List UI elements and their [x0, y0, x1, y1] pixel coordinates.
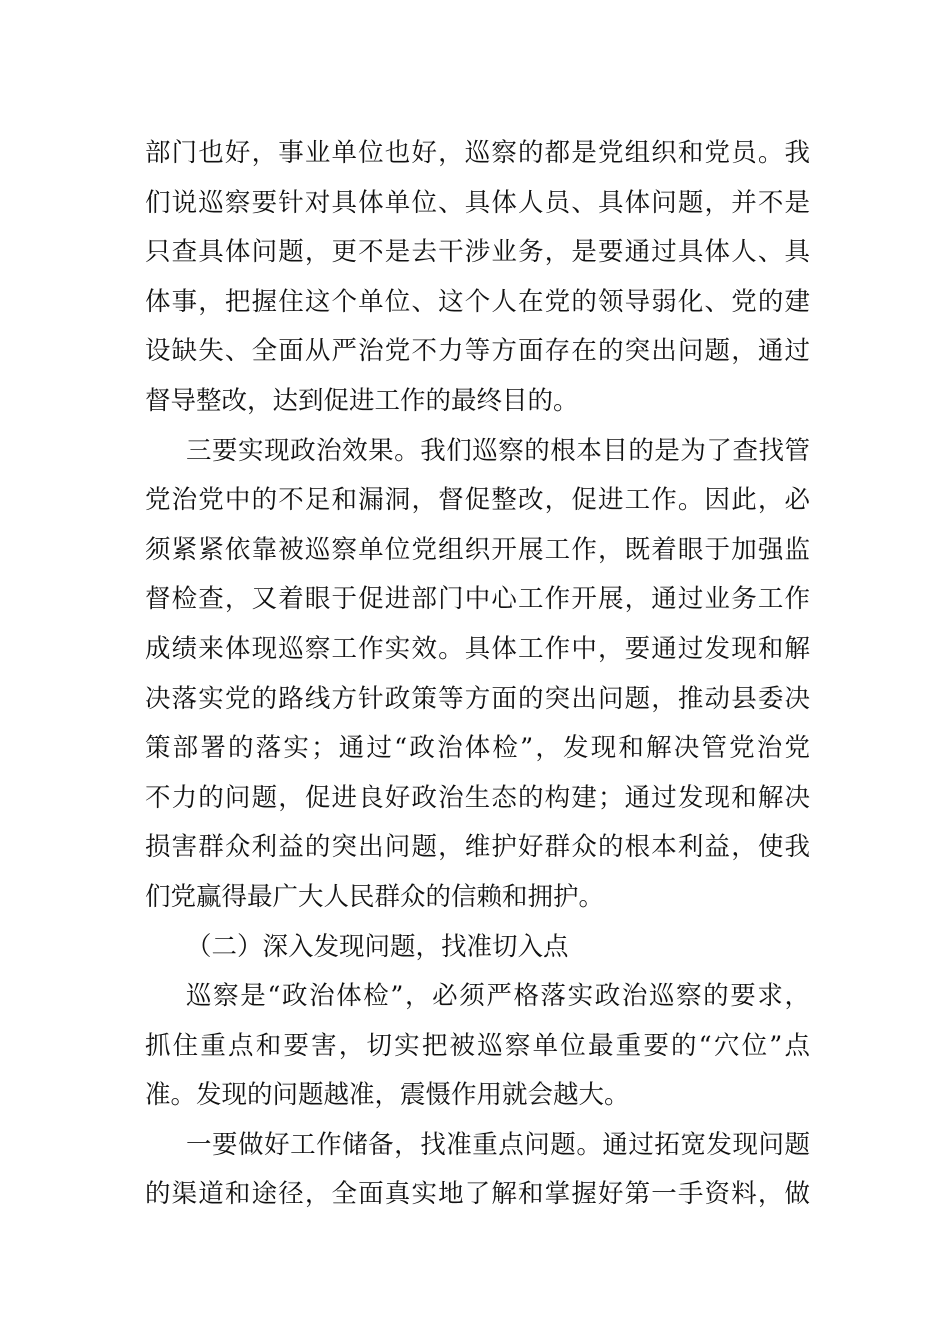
document-body — [145, 129, 810, 1220]
text-line: 策部署的落实；通过“政治体检”，发现和解决管党治党 — [145, 733, 810, 764]
text-line: 巡察是“政治体检”，必须严格落实政治巡察的要求， — [186, 981, 810, 1012]
text-line: 不力的问题，促进良好政治生态的构建；通过发现和解决 — [145, 782, 810, 813]
text-line: 抓住重点和要害，切实把被巡察单位最重要的“穴位”点 — [145, 1030, 810, 1061]
text-line: 成绩来体现巡察工作实效。具体工作中，要通过发现和解 — [145, 633, 810, 664]
text-line: 须紧紧依靠被巡察单位党组织开展工作，既着眼于加强监 — [145, 534, 810, 565]
text-line: 损害群众利益的突出问题，维护好群众的根本利益，使我 — [145, 832, 810, 863]
text-line: 体事，把握住这个单位、这个人在党的领导弱化、党的建 — [145, 286, 810, 317]
text-line: 们党赢得最广大人民群众的信赖和拥护。 — [145, 881, 605, 912]
text-line: 督导整改，达到促进工作的最终目的。 — [145, 385, 579, 416]
text-line: 一要做好工作储备，找准重点问题。通过拓宽发现问题 — [186, 1129, 810, 1160]
text-line: 只查具体问题，更不是去干涉业务，是要通过具体人、具 — [145, 237, 810, 268]
text-line: 督检查，又着眼于促进部门中心工作开展，通过业务工作 — [145, 584, 810, 615]
text-line: 三要实现政治效果。我们巡察的根本目的是为了查找管 — [186, 435, 810, 466]
text-line: 的渠道和途径，全面真实地了解和掌握好第一手资料，做 — [145, 1179, 810, 1210]
section-heading: （二）深入发现问题，找准切入点 — [186, 931, 569, 962]
text-line: 设缺失、全面从严治党不力等方面存在的突出问题，通过 — [145, 336, 810, 367]
text-line: 准。发现的问题越准，震慑作用就会越大。 — [145, 1080, 630, 1111]
text-line: 部门也好，事业单位也好，巡察的都是党组织和党员。我 — [145, 138, 810, 168]
text-line: 决落实党的路线方针政策等方面的突出问题，推动县委决 — [145, 683, 810, 714]
text-line: 们说巡察要针对具体单位、具体人员、具体问题，并不是 — [145, 187, 810, 218]
text-line: 党治党中的不足和漏洞，督促整改，促进工作。因此，必 — [145, 485, 810, 516]
